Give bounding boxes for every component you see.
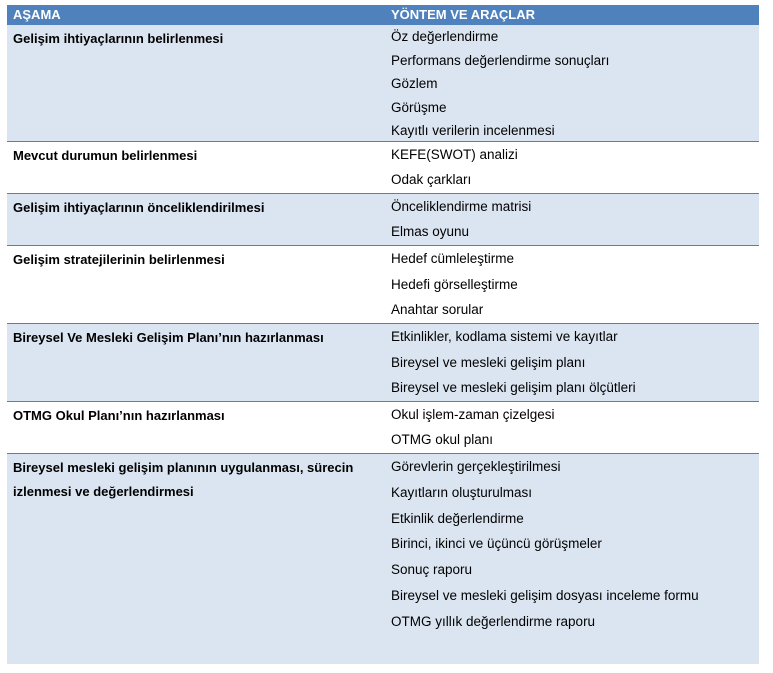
method-item: Performans değerlendirme sonuçları: [391, 52, 610, 68]
method-item: Odak çarkları: [391, 172, 472, 187]
table-row: [7, 324, 759, 402]
table-header: [7, 5, 759, 25]
table-row: [7, 454, 759, 664]
stages-methods-table: [7, 5, 759, 664]
method-item: Sonuç raporu: [391, 562, 473, 578]
table-row: [7, 402, 759, 454]
stage-cell: Gelişim stratejilerinin belirlenmesi: [13, 252, 225, 267]
method-item: Bireysel ve mesleki gelişim dosyası inceleme formu: [391, 587, 699, 603]
method-item: Kayıtların oluşturulması: [391, 484, 533, 500]
method-item: Bireysel ve mesleki gelişim planı: [391, 354, 586, 370]
method-item: OTMG yıllık değerlendirme raporu: [391, 613, 596, 629]
method-item: Birinci, ikinci ve üçüncü görüşmeler: [391, 536, 602, 552]
methods-cell: [385, 324, 759, 401]
method-item: OTMG okul planı: [391, 432, 494, 447]
stage-cell: Gelişim ihtiyaçlarının önceliklendirilmesi: [13, 200, 265, 215]
method-item: Etkinlik değerlendirme: [391, 510, 524, 526]
method-item: Gözlem: [391, 76, 438, 91]
header-methods: YÖNTEM VE ARAÇLAR: [391, 7, 535, 22]
stage-cell: OTMG Okul Planı’nın hazırlanması: [13, 408, 225, 423]
method-item: KEFE(SWOT) analizi: [391, 147, 518, 162]
table-row: [7, 194, 759, 246]
method-item: Önceliklendirme matrisi: [391, 199, 532, 214]
table-row: [7, 246, 759, 324]
methods-cell: [385, 402, 759, 453]
method-item: Öz değerlendirme: [391, 29, 499, 44]
table-row: [7, 142, 759, 194]
methods-cell: [385, 454, 759, 664]
methods-cell: [385, 194, 759, 245]
stage-cell: Gelişim ihtiyaçlarının belirlenmesi: [13, 31, 224, 46]
methods-cell: [385, 25, 759, 141]
method-item: Kayıtlı verilerin incelenmesi: [391, 123, 555, 138]
method-item: Elmas oyunu: [391, 224, 470, 239]
method-item: Bireysel ve mesleki gelişim planı ölçütleri: [391, 380, 636, 395]
stage-cell: Bireysel mesleki gelişim planının uygulanması, sürecin izlenmesi ve değerlendirmesi: [13, 460, 354, 499]
method-item: Anahtar sorular: [391, 302, 484, 317]
method-item: Görüşme: [391, 99, 447, 115]
stage-cell: Mevcut durumun belirlenmesi: [13, 148, 198, 163]
method-item: Hedef cümleleştirme: [391, 251, 515, 266]
stage-cell: Bireysel Ve Mesleki Gelişim Planı’nın hazırlanması: [13, 330, 324, 345]
method-item: Okul işlem-zaman çizelgesi: [391, 407, 555, 422]
method-item: Hedefi görselleştirme: [391, 276, 518, 292]
method-item: Görevlerin gerçekleştirilmesi: [391, 459, 561, 474]
method-item: Etkinlikler, kodlama sistemi ve kayıtlar: [391, 329, 618, 344]
header-stage: AŞAMA: [13, 7, 61, 22]
methods-cell: [385, 142, 759, 193]
methods-cell: [385, 246, 759, 323]
table-row: [7, 25, 759, 142]
